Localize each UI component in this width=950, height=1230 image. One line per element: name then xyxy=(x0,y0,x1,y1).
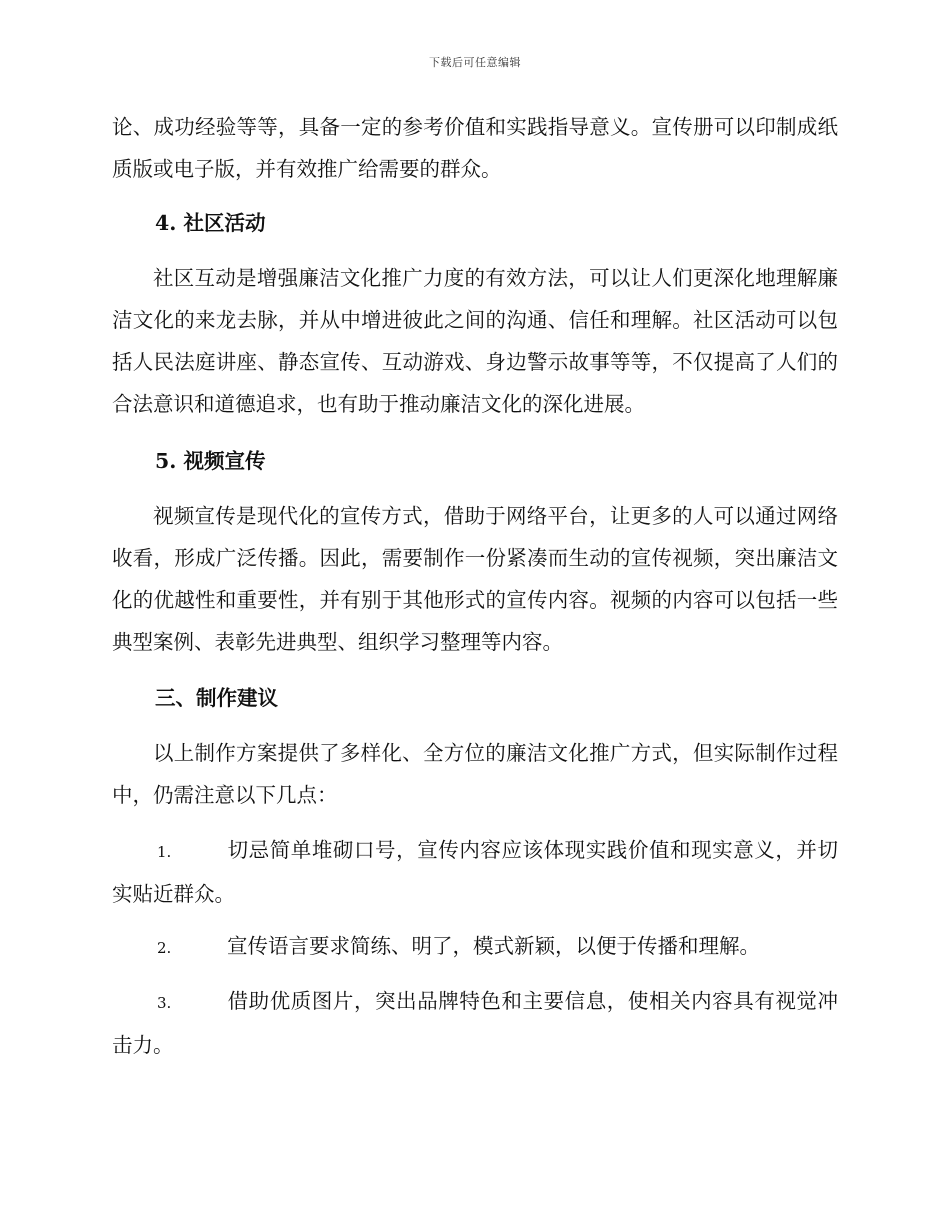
list-number: 3. xyxy=(157,994,172,1012)
list-item xyxy=(112,829,838,915)
list-item xyxy=(112,925,838,969)
page-header: 下载后可任意编辑 xyxy=(429,56,521,69)
paragraph-video-promotion: 视频宣传是现代化的宣传方式，借助于网络平台，让更多的人可以通过网络收看，形成广泛传播。因此，需要制作一份紧凑而生动的宣传视频，突出廉洁文化的优越性和重要性，并有别于其他形式的宣传内容。视频的内容可以包括一些典型案例、表彰先进典型、组织学习整理等内容。 xyxy=(112,504,838,654)
list-text: 切忌简单堆砌口号，宣传内容应该体现实践价值和现实意义，并切实贴近群众。 xyxy=(112,838,838,906)
paragraph-continuation: 论、成功经验等等，具备一定的参考价值和实践指导意义。宣传册可以印制成纸质版或电子版，并有效推广给需要的群众。 xyxy=(112,115,838,181)
paragraph-production-suggestions: 以上制作方案提供了多样化、全方位的廉洁文化推广方式，但实际制作过程中，仍需注意以下几点： xyxy=(112,741,838,807)
list-text: 宣传语言要求简练、明了，模式新颖，以便于传播和理解。 xyxy=(227,934,760,958)
list-item xyxy=(112,980,838,1066)
paragraph-community-activities: 社区互动是增强廉洁文化推广力度的有效方法，可以让人们更深化地理解廉洁文化的来龙去脉，并从中增进彼此之间的沟通、信任和理解。社区活动可以包括人民法庭讲座、静态宣传、互动游戏、身边警示故事等等，不仅提高了人们的合法意识和道德追求，也有助于推动廉洁文化的深化进展。 xyxy=(112,266,838,416)
heading-community-activities: 4. 社区活动 xyxy=(155,211,266,235)
list-number: 1. xyxy=(157,843,172,861)
heading-production-suggestions: 三、制作建议 xyxy=(155,686,278,710)
heading-video-promotion: 5. 视频宣传 xyxy=(155,449,266,473)
list-number: 2. xyxy=(157,939,172,957)
list-text: 借助优质图片，突出品牌特色和主要信息，使相关内容具有视觉冲击力。 xyxy=(112,989,838,1057)
